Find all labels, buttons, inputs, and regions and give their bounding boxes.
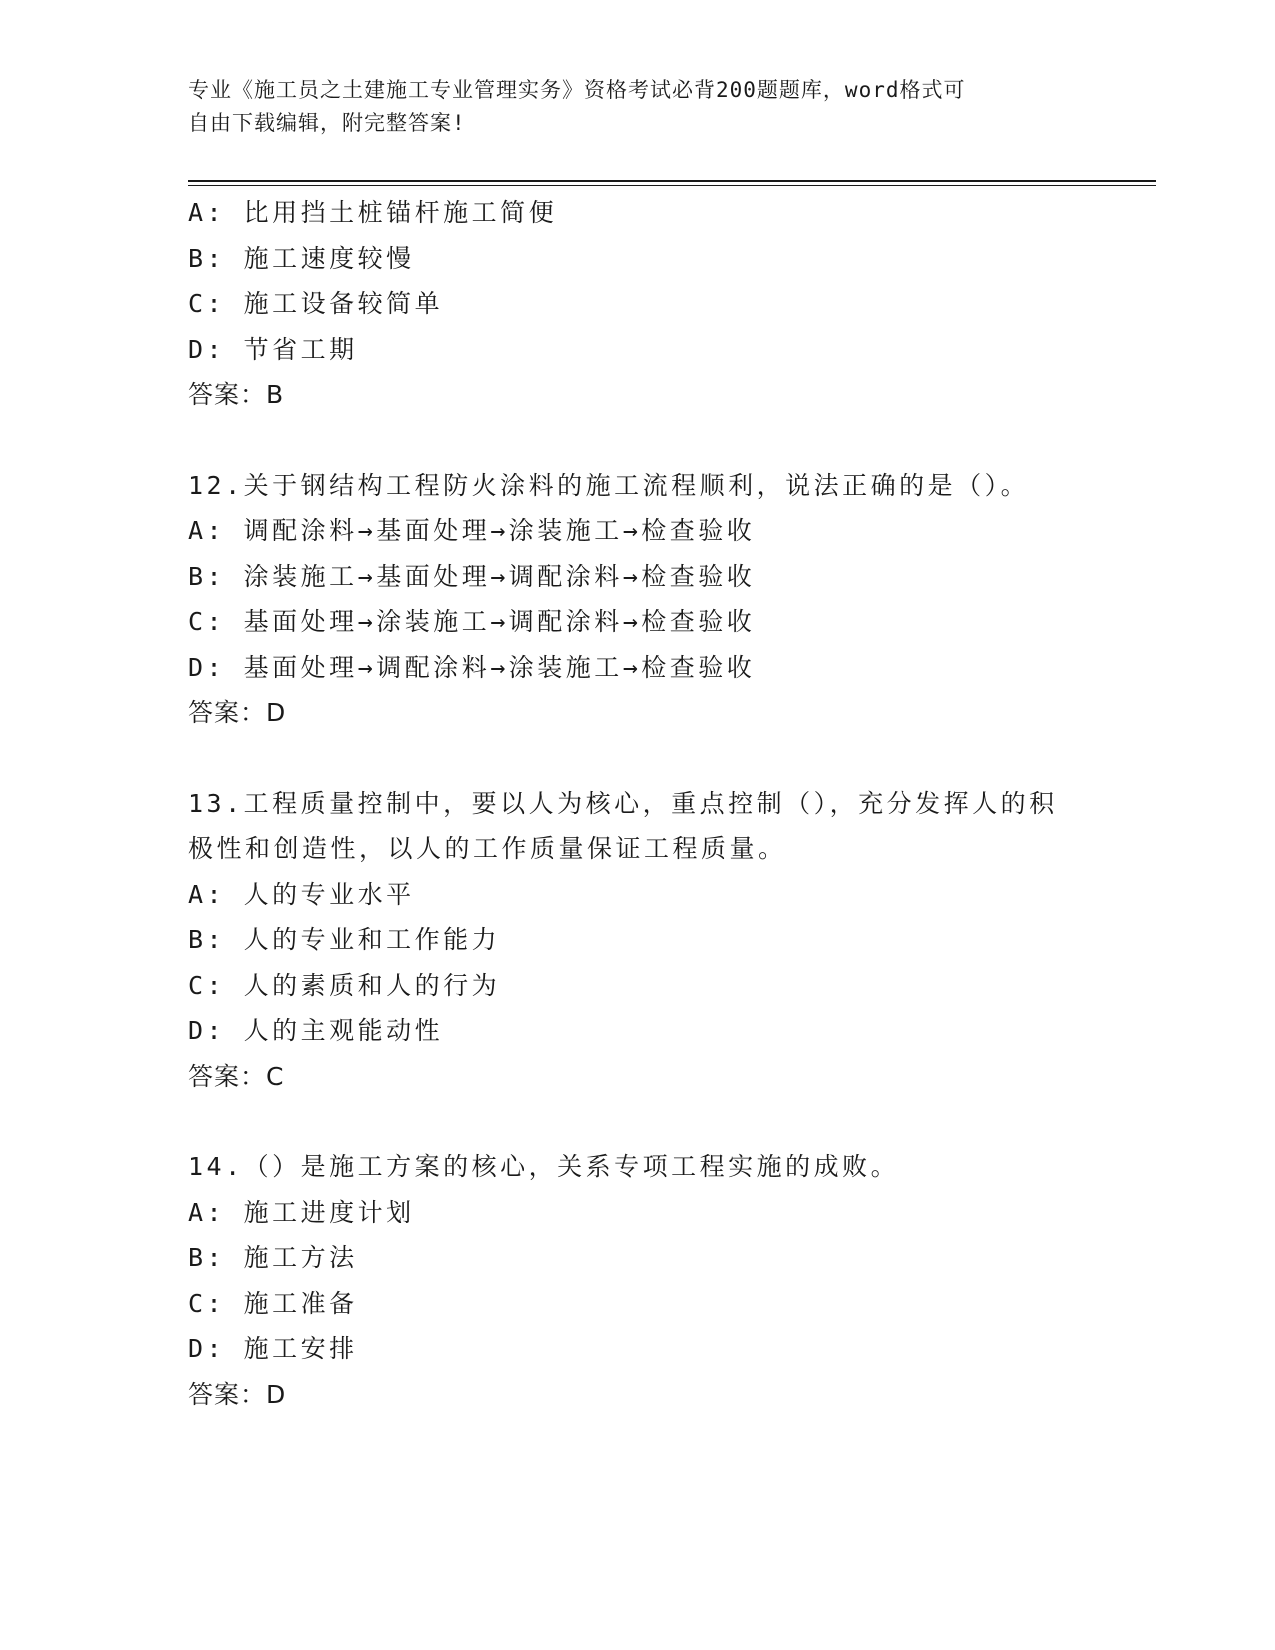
answer-line: 答案：B [188,380,285,409]
question-12 [188,463,1148,736]
question-14 [188,1144,1148,1417]
option-d: D: 基面处理→调配涂料→涂装施工→检查验收 [188,652,756,682]
option-a: A: 施工进度计划 [188,1197,415,1227]
option-d: D: 人的主观能动性 [188,1016,444,1045]
header-divider-thin [188,185,1156,186]
answer-line: 答案：D [188,1379,287,1409]
question-11-continued [188,190,1148,418]
question-list [188,190,1148,1417]
option-c: C: 施工准备 [188,1288,358,1318]
header-divider-thick [188,180,1156,182]
answer-line: 答案：D [188,698,287,727]
answer-line: 答案：C [188,1061,285,1091]
option-d: D: 节省工期 [188,334,358,364]
question-stem-continued: 极性和创造性，以人的工作质量保证工程质量。 [188,834,787,863]
header-line-2: 自由下载编辑，附完整答案! [188,111,466,135]
option-c: C: 基面处理→涂装施工→调配涂料→检查验收 [188,607,756,636]
option-a: A: 人的专业水平 [188,879,415,909]
option-b: B: 施工方法 [188,1243,358,1272]
option-b: B: 涂装施工→基面处理→调配涂料→检查验收 [188,561,756,591]
header-line-1: 专业《施工员之土建施工专业管理实务》资格考试必背200题题库，word格式可 [188,78,966,102]
question-stem: 13.工程质量控制中，要以人为核心，重点控制（），充分发挥人的积 [188,788,1058,818]
option-b: B: 施工速度较慢 [188,243,415,273]
option-c: C: 人的素质和人的行为 [188,970,501,1000]
option-c: C: 施工设备较简单 [188,289,444,318]
question-stem: 14.（）是施工方案的核心，关系专项工程实施的成败。 [188,1152,900,1181]
question-13 [188,781,1148,1100]
question-stem: 12.关于钢结构工程防火涂料的施工流程顺利，说法正确的是（）。 [188,470,1030,500]
option-b: B: 人的专业和工作能力 [188,925,501,954]
option-d: D: 施工安排 [188,1334,358,1363]
option-a: A: 调配涂料→基面处理→涂装施工→检查验收 [188,516,756,545]
document-header [188,74,1068,140]
option-a: A: 比用挡土桩锚杆施工简便 [188,198,558,227]
